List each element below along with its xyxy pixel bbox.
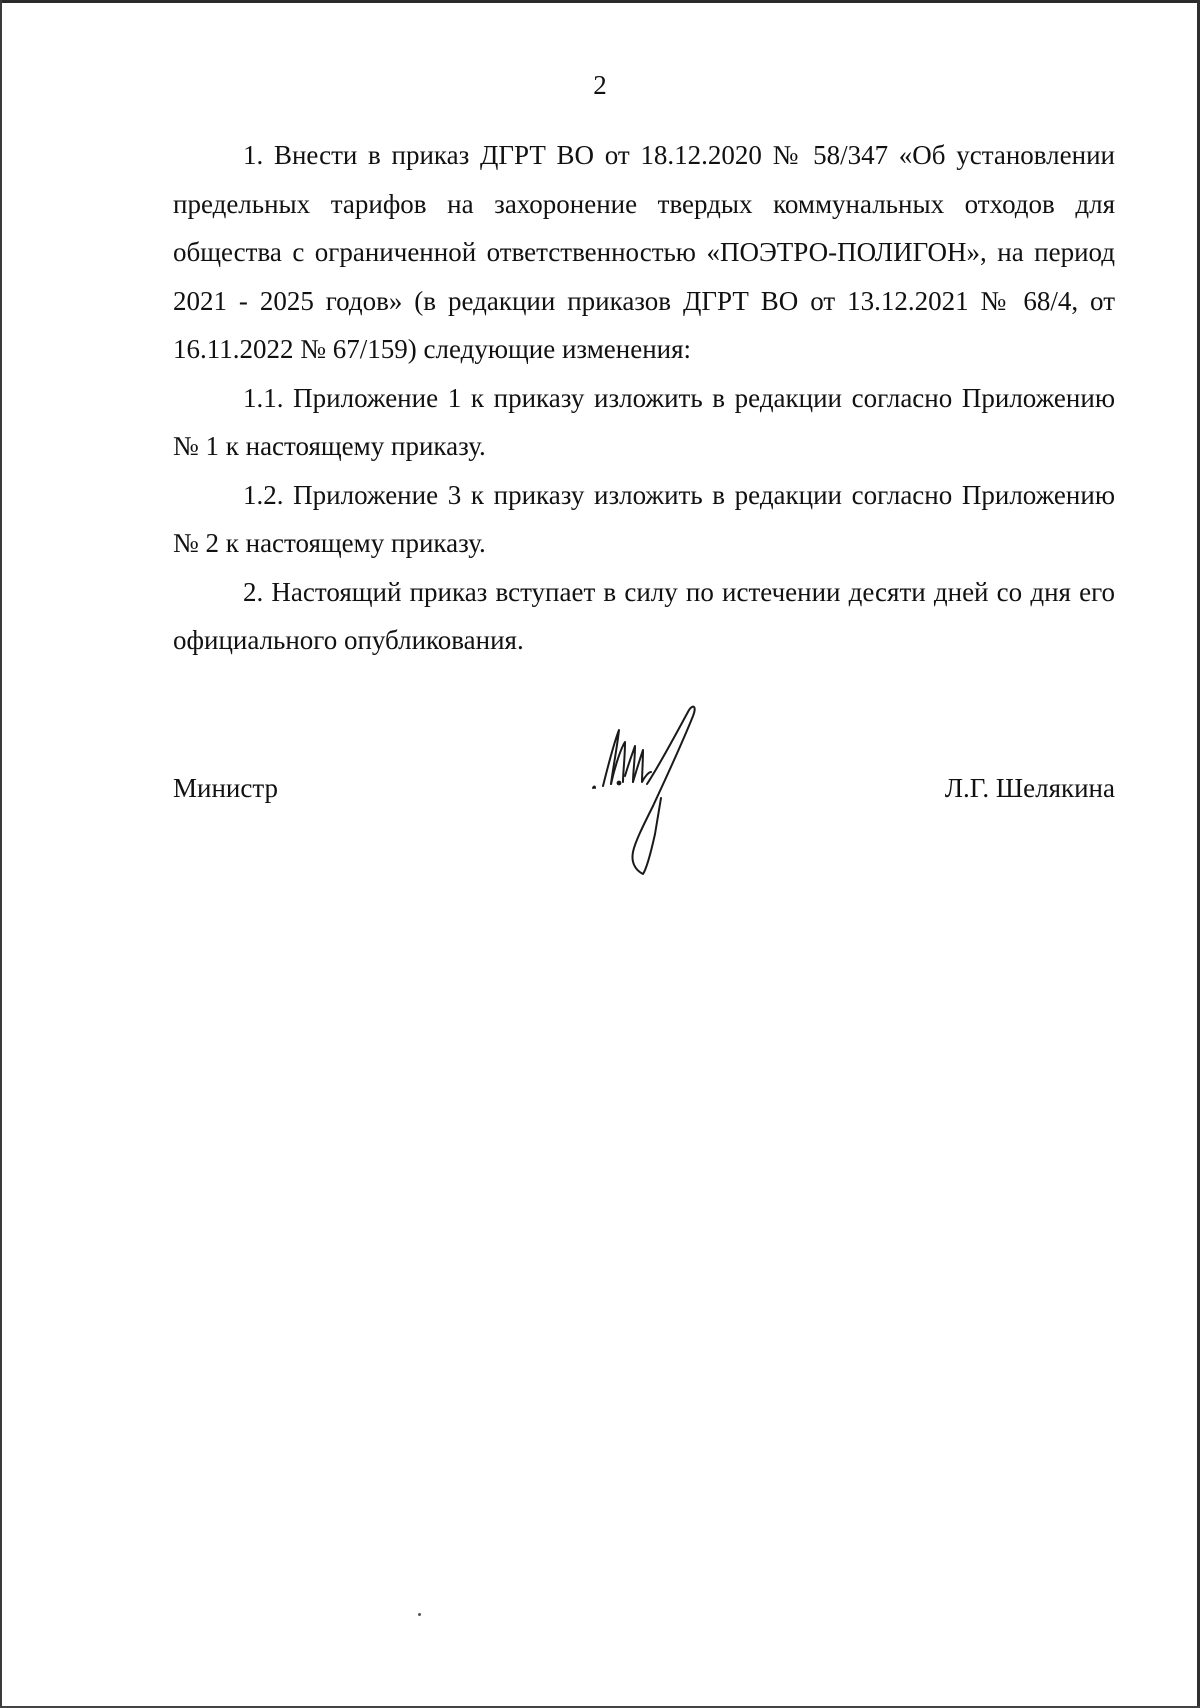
scan-speck — [418, 1613, 421, 1616]
handwritten-signature-icon — [585, 702, 725, 877]
signatory-position: Министр — [173, 773, 278, 803]
page-number: 2 — [593, 70, 607, 100]
paragraph-2: 2. Настоящий приказ вступает в силу по истечении десяти дней со дня его официального опубликования. — [173, 576, 1115, 655]
paragraph-1-2: 1.2. Приложение 3 к приказу изложить в редакции согласно Приложению № 2 к настоящему приказу. — [173, 479, 1115, 558]
paragraph-1-1: 1.1. Приложение 1 к приказу изложить в редакции согласно Приложению № 1 к настоящему приказу. — [173, 382, 1115, 461]
signatory-name: Л.Г. Шелякина — [944, 773, 1115, 803]
document-body — [173, 131, 1115, 665]
scan-border-top — [0, 0, 1200, 3]
paragraph-1: 1. Внести в приказ ДГРТ ВО от 18.12.2020 № 58/347 «Об установлении предельных тарифов на захоронение твердых коммунальных отходов для общества с ограниченной ответственностью «ПОЭТРО-ПОЛИГОН», на период 2021 - 2025 годов» (в редакции приказов ДГРТ ВО от 13.12.2021 № 68/4, от 16.11.2022 № 67/159) следующие изменения: — [173, 140, 1115, 364]
scan-border-left — [0, 0, 2, 1708]
